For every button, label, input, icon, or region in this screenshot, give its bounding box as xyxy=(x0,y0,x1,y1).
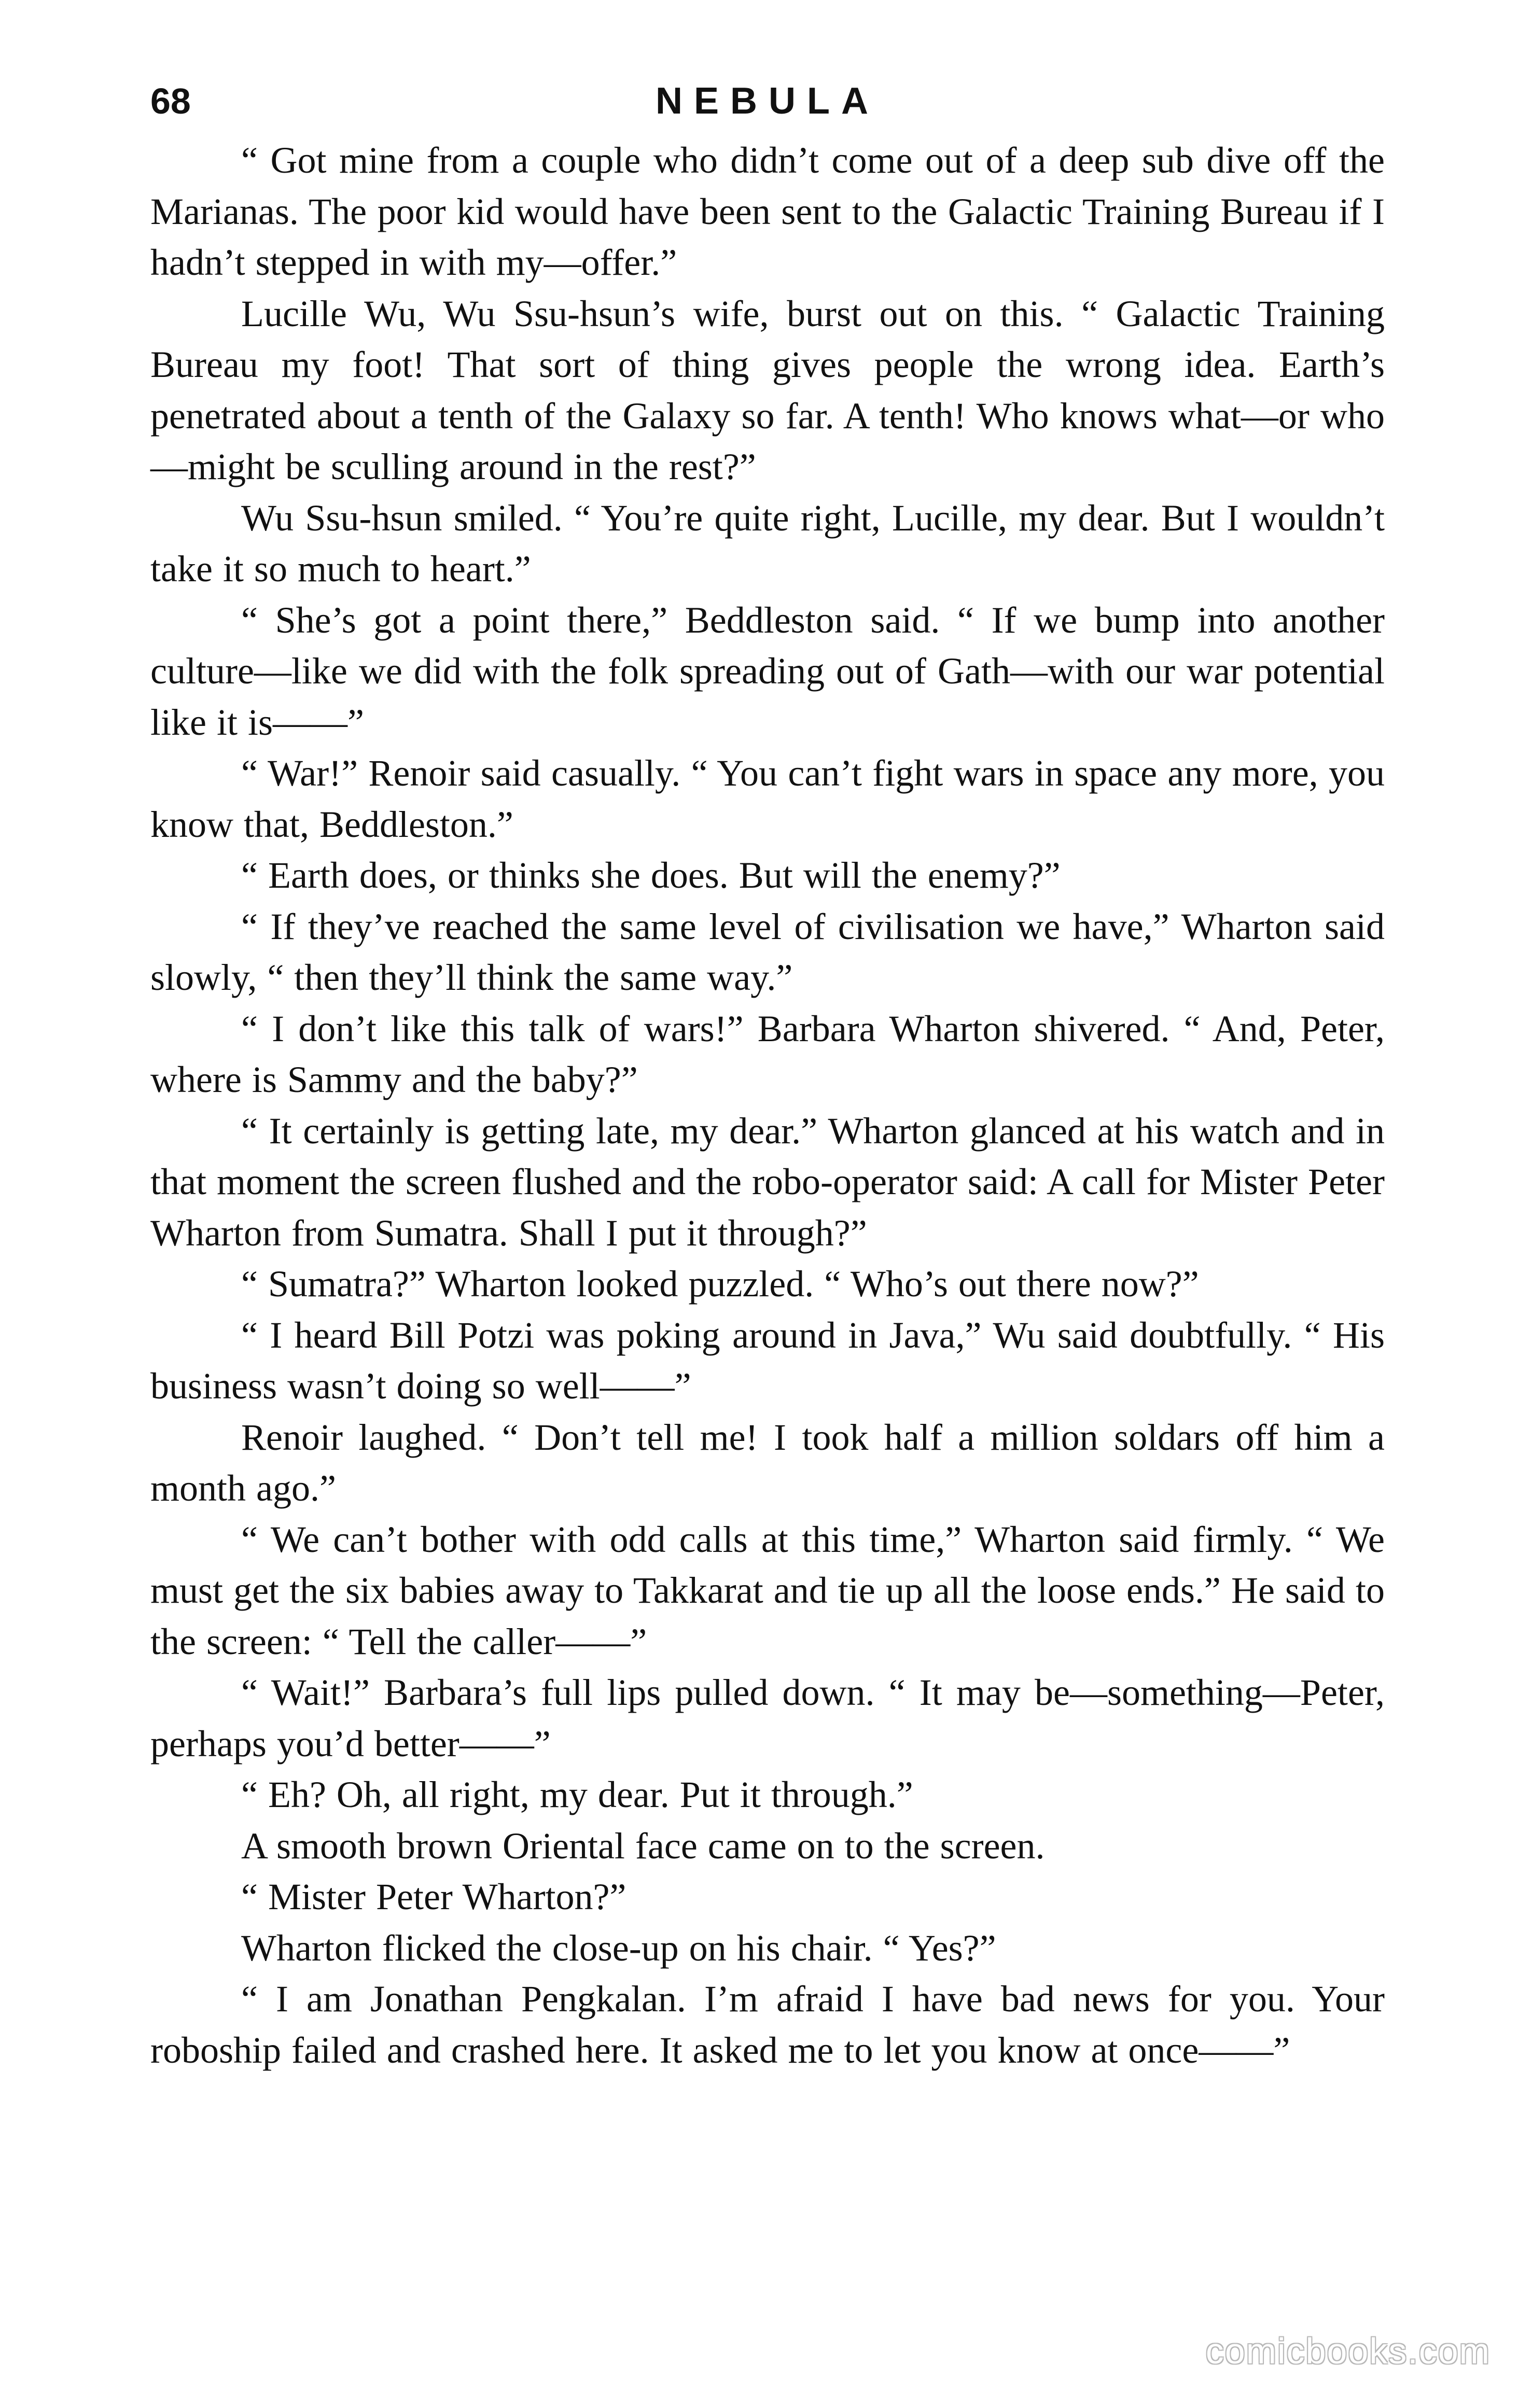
running-head xyxy=(150,78,1385,135)
paragraph: “ Got mine from a couple who didn’t come out of a deep sub dive off the Marianas. The poor kid would have been sent to the Galactic Training Bureau if I hadn’t stepped in with my—offer.” xyxy=(150,139,1385,283)
paragraph: “ Sumatra?” Wharton looked puzzled. “ Who’s out there now?” xyxy=(241,1263,1199,1305)
paragraph: Lucille Wu, Wu Ssu-hsun’s wife, burst out on this. “ Galactic Training Bureau my foot! That sort of thing gives people the wrong idea. Earth’s penetrated about a tenth of the Galaxy so far. A tenth! Who knows what—or who—might be sculling around in the rest?” xyxy=(150,292,1385,487)
paragraph: “ Eh? Oh, all right, my dear. Put it through.” xyxy=(241,1774,913,1815)
paragraph: “ It certainly is getting late, my dear.” Wharton glanced at his watch and in that moment the screen flushed and the robo-operator said: A call for Mister Peter Wharton from Sumatra. Shall I put it through?” xyxy=(150,1110,1385,1254)
journal-title: NEBULA xyxy=(656,80,880,122)
paragraph: “ I am Jonathan Pengkalan. I’m afraid I have bad news for you. Your roboship failed and crashed here. It asked me to let you know at once——” xyxy=(150,1978,1385,2071)
book-page xyxy=(150,78,1385,2076)
paragraph: “ We can’t bother with odd calls at this time,” Wharton said firmly. “ We must get the six babies away to Takkarat and tie up all the loose ends.” He said to the screen: “ Tell the caller——” xyxy=(150,1518,1385,1662)
paragraph: “ Mister Peter Wharton?” xyxy=(241,1876,626,1917)
story-text xyxy=(150,135,1385,2076)
page-number: 68 xyxy=(150,81,191,121)
paragraph: “ Earth does, or thinks she does. But will the enemy?” xyxy=(241,855,1061,896)
paragraph: Wharton flicked the close-up on his chair. “ Yes?” xyxy=(241,1927,996,1969)
paragraph: A smooth brown Oriental face came on to the screen. xyxy=(241,1825,1045,1867)
paragraph: “ I don’t like this talk of wars!” Barbara Wharton shivered. “ And, Peter, where is Sammy and the baby?” xyxy=(150,1007,1385,1100)
paragraph: “ War!” Renoir said casually. “ You can’t fight wars in space any more, you know that, Beddleston.” xyxy=(150,752,1385,845)
paragraph: “ I heard Bill Potzi was poking around in Java,” Wu said doubtfully. “ His business wasn’t doing so well——” xyxy=(150,1314,1385,1407)
paragraph: Renoir laughed. “ Don’t tell me! I took half a million soldars off him a month ago.” xyxy=(150,1416,1385,1509)
paragraph: “ Wait!” Barbara’s full lips pulled down. “ It may be—something—Peter, perhaps you’d better——” xyxy=(150,1672,1385,1765)
paragraph: “ She’s got a point there,” Beddleston said. “ If we bump into another culture—like we did with the folk spreading out of Gath—with our war potential like it is——” xyxy=(150,599,1385,743)
paragraph: “ If they’ve reached the same level of civilisation we have,” Wharton said slowly, “ then they’ll think the same way.” xyxy=(150,905,1385,998)
watermark: comicbooks.com xyxy=(1205,2331,1491,2371)
paragraph: Wu Ssu-hsun smiled. “ You’re quite right, Lucille, my dear. But I wouldn’t take it so much to heart.” xyxy=(150,497,1385,590)
